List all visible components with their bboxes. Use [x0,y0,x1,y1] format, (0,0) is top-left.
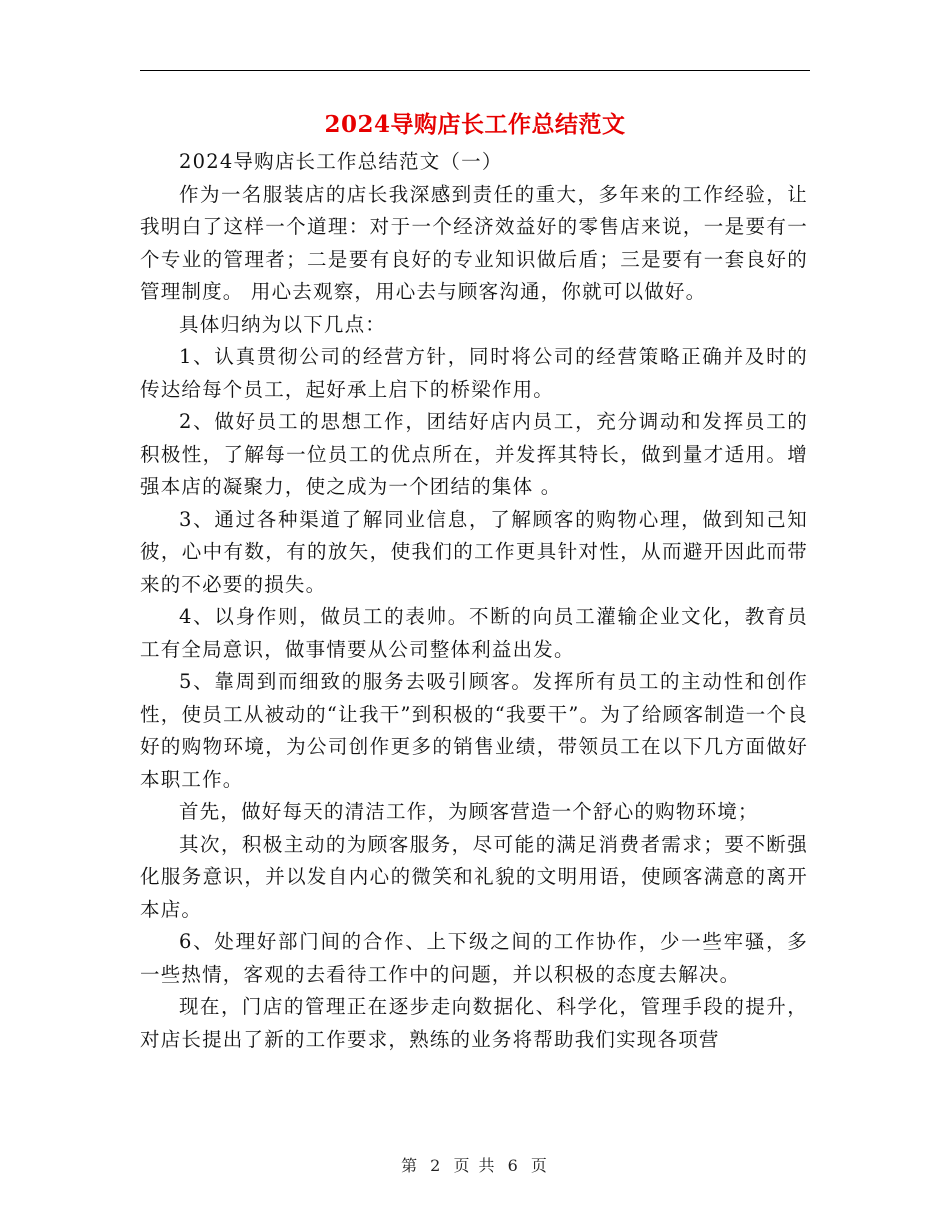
point-2-paragraph: 2、做好员工的思想工作，团结好店内员工，充分调动和发挥员工的积极性，了解每一位员工的优点所在，并发挥其特长，做到量才适用。增强本店的凝聚力，使之成为一个团结的集体 。 [140,410,808,498]
point-6-paragraph: 6、处理好部门间的合作、上下级之间的工作协作，少一些牢骚，多一些热情，客观的去看待工作中的问题，并以积极的态度去解决。 [140,930,808,986]
point-4-paragraph: 4、以身作则，做员工的表帅。不断的向员工灌输企业文化，教育员工有全局意识，做事情要从公司整体利益出发。 [140,605,808,661]
point-1-paragraph: 1、认真贯彻公司的经营方针，同时将公司的经营策略正确并及时的传达给每个员工，起好承上启下的桥梁作用。 [140,345,808,401]
footer-total-pages: 6 [507,1156,520,1175]
summary-heading-paragraph: 具体归纳为以下几点： [179,312,387,336]
footer-middle: 页 共 [453,1156,497,1175]
subtitle-paragraph: 2024导购店长工作总结范文（一） [179,150,503,173]
closing-paragraph: 现在，门店的管理正在逐步走向数据化、科学化，管理手段的提升，对店长提出了新的工作要求，熟练的业务将帮助我们实现各项营 [140,995,808,1051]
header-rule [140,70,810,71]
point-5-paragraph: 5、靠周到而细致的服务去吸引顾客。发挥所有员工的主动性和创作性，使员工从被动的“让我干”到积极的“我要干”。为了给顾客制造一个良好的购物环境，为公司创作更多的销售业绩，带领员工在以下几方面做好本职工作。 [140,670,808,791]
page-footer [0,1153,950,1176]
second-task-paragraph: 其次，积极主动的为顾客服务，尽可能的满足消费者需求；要不断强化服务意识，并以发自内心的微笑和礼貌的文明用语，使顾客满意的离开本店。 [140,832,808,921]
document-body [140,146,808,1056]
first-task-paragraph: 首先，做好每天的清洁工作，为顾客营造一个舒心的购物环境； [179,800,759,823]
footer-current-page: 2 [430,1156,443,1175]
point-3-paragraph: 3、通过各种渠道了解同业信息，了解顾客的购物心理，做到知己知彼，心中有数，有的放矢，使我们的工作更具针对性，从而避开因此而带来的不必要的损失。 [140,507,808,596]
footer-prefix: 第 [401,1156,420,1175]
intro-paragraph: 作为一名服装店的店长我深感到责任的重大，多年来的工作经验，让我明白了这样一个道理：对于一个经济效益好的零售店来说，一是要有一个专业的管理者；二是要有良好的专业知识做后盾；三是要有一套良好的管理制度。 用心去观察，用心去与顾客沟通，你就可以做好。 [140,182,808,303]
document-title: 2024导购店长工作总结范文 [324,111,626,138]
footer-suffix: 页 [530,1156,549,1175]
